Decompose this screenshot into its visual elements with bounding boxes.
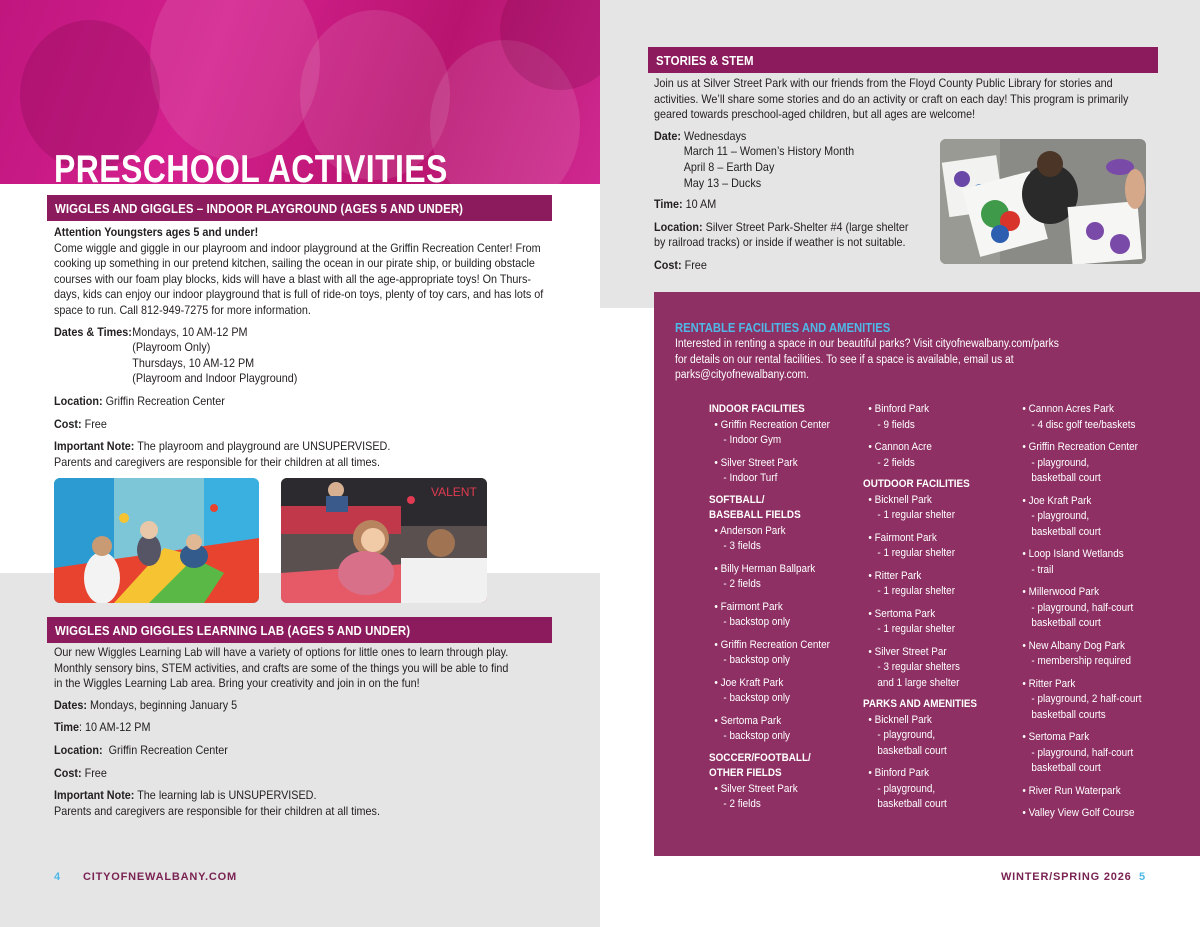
facility-detail: - 9 fields (877, 418, 915, 431)
facility-detail: - 3 regular shelters (877, 661, 960, 673)
facility-item (863, 607, 1025, 623)
facility-name: • River Run Waterpark (1022, 784, 1121, 797)
facility-detail: - Indoor Gym (723, 434, 782, 446)
wiggles-dates (54, 325, 554, 387)
facility-name: • Valley View Golf Course (1022, 807, 1135, 819)
facility-name: • Fairmont Park (714, 600, 783, 613)
facility-detail: - backstop only (723, 654, 790, 666)
facility-item (863, 440, 1025, 456)
facility-detail: basketball court (1031, 762, 1101, 774)
lab-desc-line: in the Wiggles Learning Lab area. Bring your creativity and join in on the fun! (54, 676, 420, 691)
facility-name: • Bicknell Park (868, 493, 932, 506)
facility-name: • Binford Park (868, 403, 930, 415)
facility-category-heading: BASEBALL FIELDS (709, 509, 801, 521)
cost-label: Cost: (54, 416, 82, 431)
svg-text:VALENT: VALENT (431, 485, 477, 499)
cost-label: Cost: (54, 765, 82, 780)
page-title: PRESCHOOL ACTIVITIES (54, 148, 448, 191)
facility-item (863, 766, 1025, 782)
facility-item (709, 638, 871, 654)
date-label: Date: (654, 128, 682, 143)
date-value: Wednesdays (684, 128, 747, 143)
facility-detail: - backstop only (723, 616, 790, 628)
facility-detail: - playground, half-court (1031, 746, 1134, 759)
left-footer-site: CITYOFNEWALBANY.COM (83, 871, 237, 883)
facility-name: • Sertoma Park (868, 607, 936, 620)
facility-category-heading: OUTDOOR FACILITIES (863, 478, 970, 490)
facility-item (1017, 402, 1179, 418)
facility-item (1017, 677, 1179, 693)
lab-desc-line: Monthly sensory bins, STEM activities, and crafts are some of the things you will be able to find (54, 660, 509, 675)
facility-name: • Billy Herman Ballpark (714, 562, 816, 575)
cost-label: Cost: (654, 257, 682, 272)
facility-item (863, 713, 1025, 729)
facility-item (1017, 494, 1179, 510)
dates-line: (Playroom and Indoor Playground) (132, 371, 298, 386)
facility-name: • Sertoma Park (1022, 731, 1090, 743)
facility-item (863, 402, 1025, 418)
facility-item (1017, 784, 1179, 800)
craft-table-photo (281, 478, 487, 603)
lab-cost (54, 766, 554, 782)
lab-note (54, 788, 554, 819)
handprint-craft-photo (940, 139, 1146, 264)
location-value: Griffin Recreation Center (108, 742, 228, 757)
date-line: May 13 – Ducks (683, 175, 762, 190)
facility-name: • Joe Kraft Park (1022, 494, 1092, 507)
facility-name: • Griffin Recreation Center (714, 638, 830, 651)
facility-name: • Griffin Recreation Center (714, 418, 830, 431)
facility-item (863, 531, 1025, 547)
dates-line: Thursdays, 10 AM-12 PM (132, 355, 255, 370)
facility-category-heading: SOFTBALL/ (709, 493, 765, 506)
wiggles-location (54, 394, 554, 410)
facility-detail: - 1 regular shelter (877, 509, 955, 521)
note-value: The playroom and playground are UNSUPERVISED. (137, 439, 391, 454)
stories-desc-line: Join us at Silver Street Park with our friends from the Floyd County Public Library for stories and (654, 76, 1113, 90)
note-label: Important Note: (54, 788, 135, 803)
facility-detail: basketball court (1031, 617, 1101, 629)
facility-item (1017, 639, 1179, 655)
facility-detail: basketball court (877, 744, 947, 757)
dates-label: Dates: (54, 697, 88, 712)
facility-detail: - playground, half-court (1031, 601, 1134, 614)
facility-detail: - 2 fields (723, 578, 761, 590)
dates-value: Mondays, beginning January 5 (90, 697, 238, 712)
note-value: The learning lab is UNSUPERVISED. (137, 788, 317, 803)
facility-name: • Millerwood Park (1022, 586, 1100, 598)
facility-detail: - 1 regular shelter (877, 585, 955, 597)
facility-detail: - playground, (877, 782, 936, 795)
lab-description (54, 645, 554, 692)
stories-description (654, 76, 1154, 123)
facility-detail: basketball courts (1031, 708, 1106, 721)
facility-detail: - playground, (877, 729, 936, 741)
facility-name: • Fairmont Park (868, 531, 937, 544)
facility-detail: basketball court (877, 798, 947, 810)
intro-line: for details on our rental facilities. To see if a space is available, email us at (675, 353, 1014, 366)
facility-item (709, 418, 871, 434)
facility-name: • Silver Street Par (868, 645, 947, 658)
location-label: Location: (54, 742, 103, 757)
facility-detail: basketball court (1031, 525, 1101, 538)
lab-section (54, 645, 554, 826)
facility-name: • Silver Street Park (714, 456, 798, 469)
facility-item (863, 493, 1025, 509)
facility-name: • Loop Island Wetlands (1022, 548, 1124, 560)
facility-item (863, 645, 1025, 661)
date-line: April 8 – Earth Day (683, 159, 775, 174)
facility-item (709, 524, 871, 540)
facility-detail: - Indoor Turf (723, 472, 778, 484)
wiggles-section (54, 225, 554, 477)
facility-detail: - 3 fields (723, 540, 761, 552)
facility-name: • Binford Park (868, 767, 930, 779)
stories-desc-line: geared towards preschool-aged children, but all ages are welcome! (654, 107, 976, 122)
facility-name: • Ritter Park (868, 569, 922, 582)
dates-line: Mondays, 10 AM-12 PM (132, 324, 248, 339)
note-label: Important Note: (54, 439, 135, 454)
time-label: Time (54, 720, 80, 735)
facility-detail: - 1 regular shelter (877, 547, 955, 559)
lab-time (54, 720, 554, 736)
wiggles-cost (54, 417, 554, 433)
intro-line: Interested in renting a space in our beautiful parks? Visit cityofnewalbany.com/parks (675, 338, 1059, 350)
facility-name: • Silver Street Park (714, 782, 798, 795)
facility-name: • Griffin Recreation Center (1022, 441, 1138, 453)
facility-name: • Joe Kraft Park (714, 676, 784, 689)
facilities-intro (675, 337, 1095, 384)
facility-item (1017, 547, 1179, 563)
facility-item (863, 569, 1025, 585)
facility-category-heading: OTHER FIELDS (709, 767, 782, 779)
location-value: Silver Street Park-Shelter #4 (large shelter (705, 219, 909, 234)
wiggles-lead: Attention Youngsters ages 5 and under! (54, 225, 259, 239)
lab-desc-line: Our new Wiggles Learning Lab will have a variety of options for little ones to learn through play. (54, 645, 509, 659)
facility-name: • Sertoma Park (714, 714, 782, 727)
facility-item (1017, 730, 1179, 746)
facility-detail: - playground, (1031, 456, 1090, 469)
dates-line: (Playroom Only) (132, 340, 211, 355)
facility-detail: - 2 fields (877, 456, 915, 469)
dates-label: Dates & Times: (54, 324, 132, 339)
facility-item (709, 600, 871, 616)
facilities-column-2 (863, 402, 1013, 813)
lab-location (54, 743, 554, 759)
wiggles-description: Come wiggle and giggle in our playroom and indoor playground at the Griffin Recreation Center! From cooking up something in our pretend kitchen, sailing the ocean in our pirate ship, or building obstacle courses with our foam play blocks, kids will have a blast with all the age-appropriate toys! On Thurs-days, kids can enjoy our indoor playground that is full of ride-on toys, plenty of toy cars, and has lots of space to run. Call 812-949-7275 for more information. (54, 240, 544, 317)
note-value-2: Parents and caregivers are responsible for their children at all times. (54, 454, 380, 469)
location-value-2: by railroad tracks) or inside if weather is not suitable. (654, 235, 906, 250)
facility-detail: basketball court (1031, 472, 1101, 484)
facility-item (1017, 806, 1179, 822)
wiggles-heading: WIGGLES AND GIGGLES – INDOOR PLAYGROUND (AGES 5 AND UNDER) (47, 195, 552, 221)
facility-item (709, 782, 871, 798)
facility-name: • New Albany Dog Park (1022, 639, 1125, 652)
lab-dates (54, 698, 554, 714)
facility-detail: - 2 fields (723, 798, 761, 810)
facility-detail: - 4 disc golf tee/baskets (1031, 418, 1136, 431)
date-line: March 11 – Women’s History Month (683, 144, 855, 159)
left-page-number: 4 (54, 871, 61, 883)
facility-item (709, 714, 871, 730)
facility-item (709, 562, 871, 578)
facility-category-heading: INDOOR FACILITIES (709, 403, 805, 415)
stories-heading: STORIES & STEM (648, 47, 1158, 73)
wiggles-note (54, 439, 554, 470)
facility-category-heading: PARKS AND AMENITIES (863, 698, 978, 710)
facility-name: • Bicknell Park (868, 713, 932, 726)
facility-name: • Anderson Park (714, 524, 786, 537)
facilities-column-1 (709, 402, 859, 813)
location-label: Location: (54, 393, 103, 408)
location-label: Location: (654, 219, 703, 234)
location-value: Griffin Recreation Center (105, 393, 225, 408)
cost-value: Free (684, 257, 707, 272)
stories-desc-line: activities. We’ll share some stories and do an activity or craft on each day! This program is primarily (654, 91, 1129, 106)
facility-name: • Cannon Acre (868, 441, 932, 453)
time-value: 10 AM (685, 197, 717, 212)
note-value-2: Parents and caregivers are responsible for their children at all times. (54, 803, 380, 818)
facility-name: • Ritter Park (1022, 677, 1076, 690)
facility-item (709, 456, 871, 472)
facility-item (1017, 585, 1179, 601)
facility-detail: - playground, 2 half-court (1031, 693, 1142, 705)
right-page-number: 5 (1139, 871, 1146, 883)
facility-detail: - playground, (1031, 510, 1090, 522)
facility-detail: - membership required (1031, 655, 1131, 667)
time-value: : 10 AM-12 PM (79, 720, 151, 735)
facility-detail: - trail (1031, 563, 1054, 576)
facility-detail: - 1 regular shelter (877, 623, 955, 635)
cost-value: Free (84, 765, 107, 780)
facilities-heading: RENTABLE FACILITIES AND AMENITIES (675, 321, 891, 335)
facilities-column-3 (1017, 402, 1187, 822)
cost-value: Free (84, 416, 107, 431)
facility-item (1017, 440, 1179, 456)
facility-category-heading: SOCCER/FOOTBALL/ (709, 751, 811, 764)
facility-detail: and 1 large shelter (877, 676, 960, 689)
facility-item (709, 676, 871, 692)
intro-line: parks@cityofnewalbany.com. (675, 369, 810, 382)
time-label: Time: (654, 197, 683, 212)
bounce-house-photo (54, 478, 259, 603)
lab-heading: WIGGLES AND GIGGLES LEARNING LAB (AGES 5 AND UNDER) (47, 617, 552, 643)
right-footer-issue: WINTER/SPRING 2026 (1001, 871, 1132, 883)
facility-detail: - backstop only (723, 692, 790, 704)
facility-name: • Cannon Acres Park (1022, 403, 1114, 415)
facility-detail: - backstop only (723, 730, 790, 742)
